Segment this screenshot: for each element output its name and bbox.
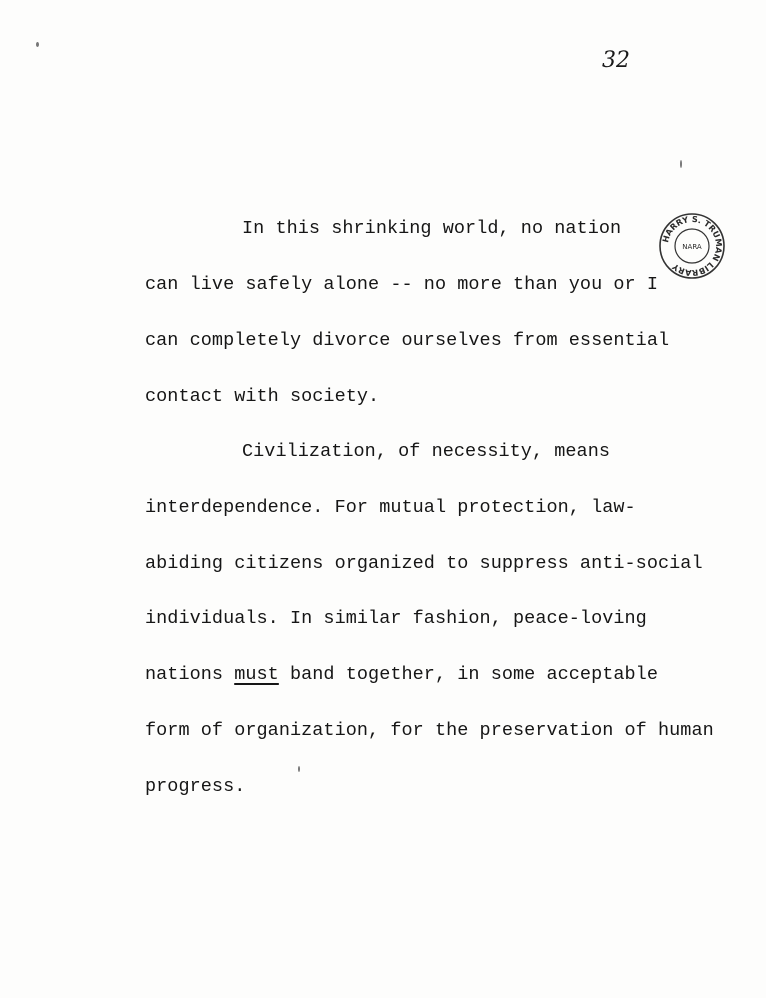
paragraph-1-line-4: contact with society. bbox=[145, 386, 380, 407]
paragraph-2-line-7: progress. bbox=[145, 776, 246, 797]
paragraph-2-line-2: interdependence. For mutual protection, law- bbox=[145, 497, 636, 518]
library-stamp-icon bbox=[658, 212, 726, 280]
underlined-word-must: must bbox=[234, 664, 279, 685]
paragraph-2-line-5 bbox=[145, 664, 658, 686]
paragraph-1-line-2: can live safely alone -- no more than you or I bbox=[145, 274, 658, 295]
paragraph-2-line-4: individuals. In similar fashion, peace-loving bbox=[145, 608, 647, 629]
paragraph-1-line-1: In this shrinking world, no nation bbox=[242, 218, 622, 239]
svg-text:HARRY S. TRUMAN LIBRARY: HARRY S. TRUMAN LIBRARY bbox=[660, 213, 725, 279]
paragraph-2-line-3: abiding citizens organized to suppress anti-social bbox=[145, 553, 703, 574]
paragraph-1-line-3: can completely divorce ourselves from essential bbox=[145, 330, 670, 351]
paper-speck bbox=[680, 160, 682, 168]
line-5-before: nations bbox=[145, 664, 235, 685]
paragraph-2-line-6: form of organization, for the preservation of human bbox=[145, 720, 714, 741]
svg-text:NARA: NARA bbox=[682, 243, 702, 251]
paper-speck bbox=[298, 766, 300, 772]
line-5-after: band together, in some acceptable bbox=[278, 664, 658, 685]
page-number: 32 bbox=[602, 48, 630, 73]
paper-speck bbox=[36, 42, 39, 47]
paragraph-2-line-1: Civilization, of necessity, means bbox=[242, 441, 611, 462]
